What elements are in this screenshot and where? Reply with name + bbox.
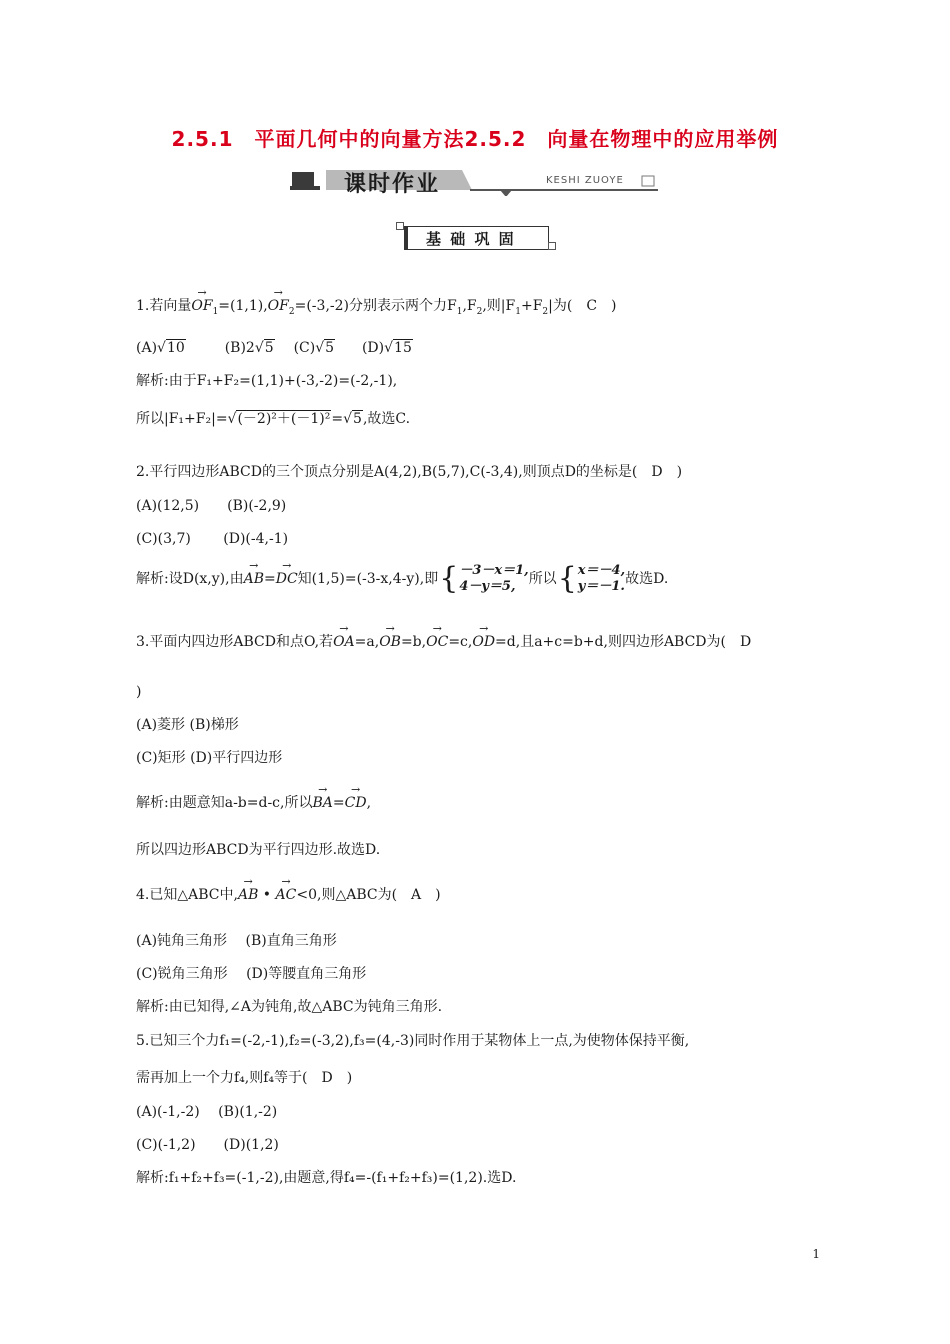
vector-ab: → AB [244,562,264,596]
q1-solution-2: 所以|F₁+F₂|=√(－2)²＋(－1)²=√5,故选C. [136,411,411,427]
q5-options-1: (A)(-1,-2) (B)(1,-2) [136,1104,278,1120]
q3-stem-end: ) [136,684,142,700]
q4-options-1: (A)钝角三角形 (B)直角三角形 [136,933,337,949]
vector-ac: → AC [276,885,297,905]
q2-solution: 解析:设D(x,y),由→ AB=→ DC知(1,5)=(-3-x,4-y),即{－3－x＝1, 4－y＝5, 所以{x＝－4, y＝－1.故选D. [136,562,668,596]
banner-pinyin: KESHI ZUOYE [546,175,624,186]
vector-of2: → OF [268,296,289,316]
banner-label: 课时作业 [344,172,441,197]
q2-stem: 2.平行四边形ABCD的三个顶点分别是A(4,2),B(5,7),C(-3,4),则顶点D的坐标是( D ) [136,464,683,480]
q1-stem: 1.若向量→ $OF_1=(1,1),\to OF_2=(-3,-2)$分别表示两个力$F_1,F_2$,则$|F_1+F_2|$为( C ) [136,296,617,322]
q5-solution: 解析:f₁+f₂+f₃=(-1,-2),由题意,得f₄=-(f₁+f₂+f₃)=(1,2).选D. [136,1170,517,1186]
vector-of1: → OF [191,296,212,316]
section-box [396,222,556,252]
page-number: 1 [812,1247,820,1261]
q3-options-2: (C)矩形 (D)平行四边形 [136,750,283,766]
vector-oc: → OC [426,632,448,652]
q5-stem-2: 需再加上一个力f₄,则f₄等于( D ) [136,1070,353,1086]
q3-solution-2: 所以四边形ABCD为平行四边形.故选D. [136,842,381,858]
q4-stem: 4.已知△ABC中,→ AB • → AC<0,则△ABC为( A ) [136,885,441,905]
vector-ob: → OB [379,632,401,652]
page-title: 2.5.1 平面几何中的向量方法2.5.2 向量在物理中的应用举例 [171,127,779,151]
homework-banner [290,166,662,196]
q3-stem: 3.平面内四边形ABCD和点O,若→ OA=a,→ OB=b,→ OC=c,→ OD=d,且a+c=b+d,则四边形ABCD为( D [136,632,751,652]
q3-options-1: (A)菱形 (B)梯形 [136,717,239,733]
q4-solution: 解析:由已知得,∠A为钝角,故△ABC为钝角三角形. [136,999,443,1015]
q1-solution-1: 解析:由于F₁+F₂=(1,1)+(-3,-2)=(-2,-1), [136,373,398,389]
vector-dc: → DC [276,562,298,596]
q3-solution-1: 解析:由题意知a-b=d-c,所以→ BA=→ CD, [136,793,371,813]
q2-options-2: (C)(3,7) (D)(-4,-1) [136,531,289,547]
vector-ba: → BA [312,793,332,813]
q5-stem-1: 5.已知三个力f₁=(-2,-1),f₂=(-3,2),f₃=(4,-3)同时作用于某物体上一点,为使物体保持平衡, [136,1033,690,1049]
vector-cd: → CD [345,793,367,813]
section-title: 基 础 巩 固 [426,230,516,248]
vector-ab: → AB [238,885,258,905]
q1-options: (A)√10 (B)2√5 (C)√5 (D)√15 [136,340,412,356]
q4-options-2: (C)锐角三角形 (D)等腰直角三角形 [136,966,367,982]
q5-options-2: (C)(-1,2) (D)(1,2) [136,1137,279,1153]
vector-od: → OD [472,632,495,652]
vector-oa: → OA [333,632,355,652]
q2-options-1: (A)(12,5) (B)(-2,9) [136,498,287,514]
